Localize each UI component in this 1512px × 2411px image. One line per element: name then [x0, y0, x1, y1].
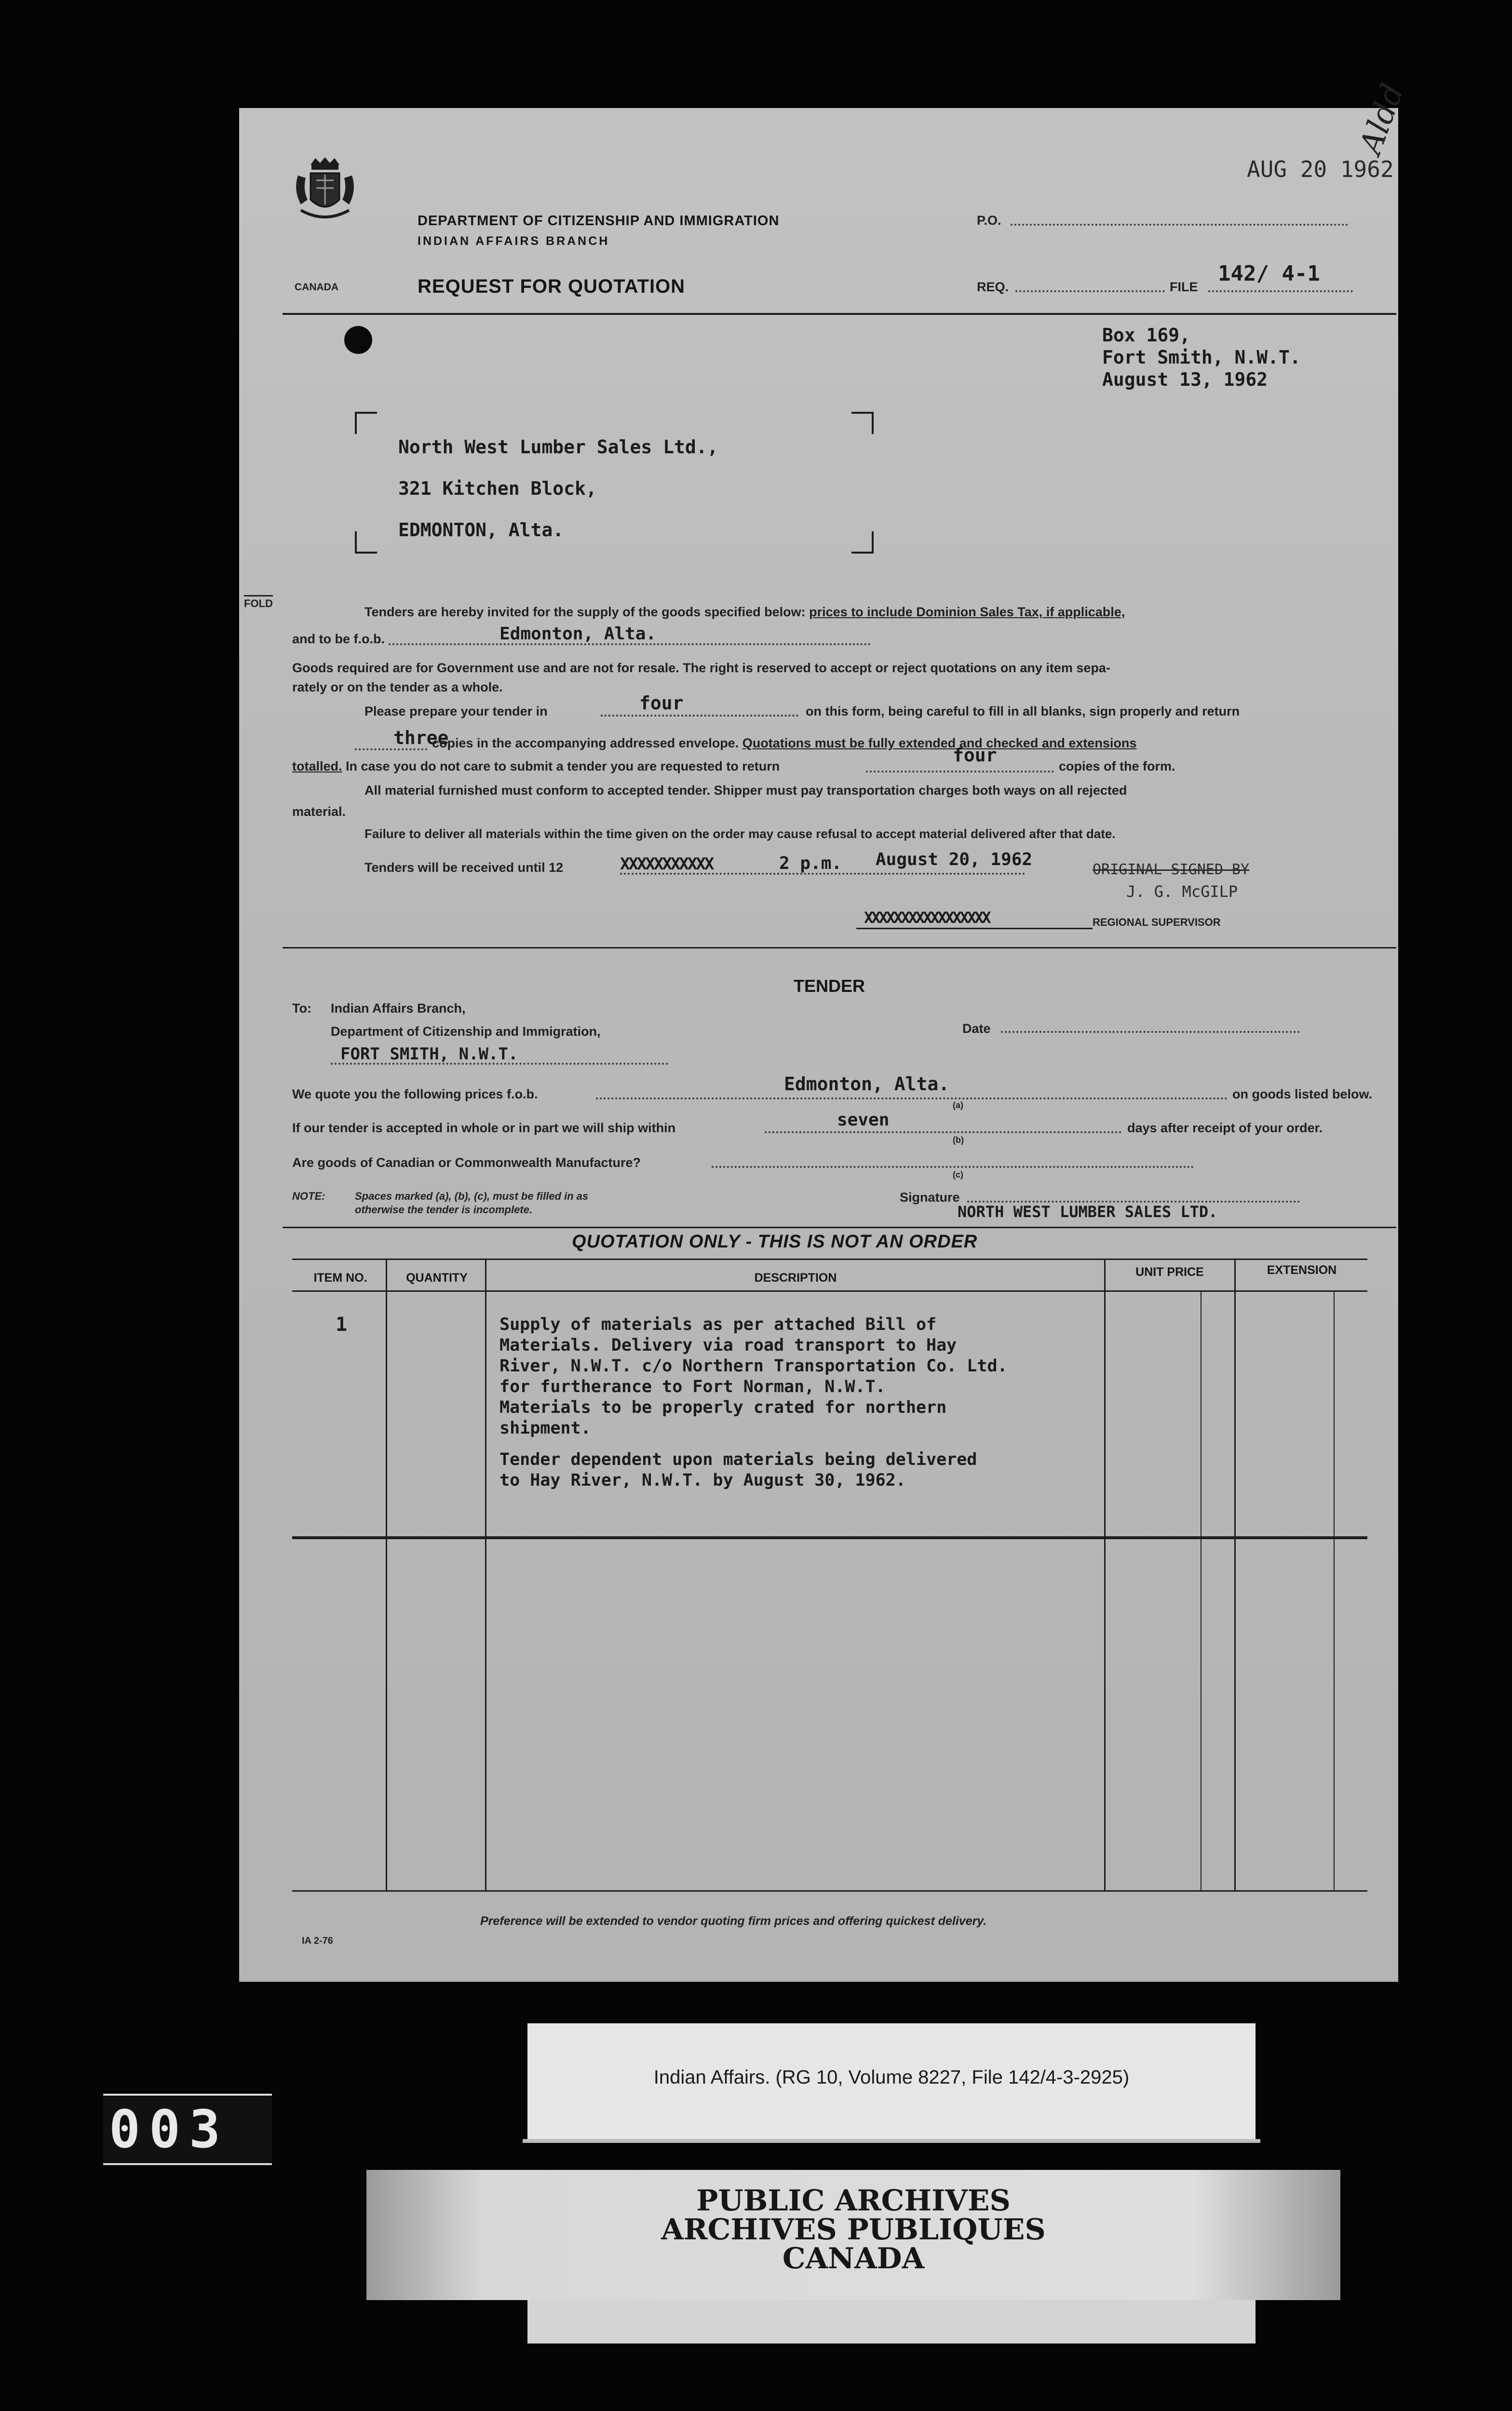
fob-instruction-value: Edmonton, Alta.	[500, 624, 657, 644]
description-line-3: River, N.W.T. c/o Northern Transportation Co. Ltd.	[500, 1356, 1008, 1376]
sender-line-1: Box 169,	[1102, 325, 1191, 346]
archive-citation-text: Indian Affairs. (RG 10, Volume 8227, File 142/4-3-2925)	[653, 2067, 1130, 2088]
tender-to-line-2: Department of Citizenship and Immigration,	[331, 1024, 601, 1039]
p1-underlined: prices to include Dominion Sales Tax, if applicable,	[809, 605, 1125, 619]
instructions-p4-line2: material.	[292, 804, 346, 819]
description-note-line-2: to Hay River, N.W.T. by August 30, 1962.	[500, 1471, 906, 1490]
p3-line2-text: copies in the accompanying addressed envelope.	[432, 736, 742, 750]
banner-rule	[283, 1227, 1396, 1228]
sender-line-2: Fort Smith, N.W.T.	[1102, 347, 1301, 368]
sender-address	[1102, 324, 1301, 391]
p3-line3-text: In case you do not care to submit a tender you are requested to return	[342, 759, 780, 773]
req-label: REQ.	[977, 280, 1009, 294]
instructions-p1	[364, 605, 1125, 620]
addressee-block	[398, 426, 718, 551]
handwritten-initials: Aldd	[1353, 79, 1411, 159]
tender-note-label: NOTE:	[292, 1190, 325, 1202]
archive-label-bottom-strip	[527, 2300, 1256, 2343]
public-archives-stamp	[366, 2170, 1340, 2300]
p3-line3-underlined: totalled.	[292, 759, 342, 773]
original-signed-stamp: ORIGINAL SIGNED BY	[1093, 861, 1250, 878]
tender-fob-label: We quote you the following prices f.o.b.	[292, 1087, 538, 1101]
tender-signature-value: NORTH WEST LUMBER SALES LTD.	[958, 1203, 1218, 1221]
file-label: FILE	[1170, 280, 1198, 294]
file-field	[1208, 290, 1353, 292]
table-col-divider-cents-1	[1201, 1290, 1202, 1890]
address-corner-bl	[355, 531, 377, 554]
fold-label: FOLD	[244, 595, 273, 610]
tender-origin-field	[712, 1166, 1194, 1168]
tender-note-line-1: Spaces marked (a), (b), (c), must be filled in as	[355, 1190, 589, 1202]
fob-instruction-label: and to be f.o.b.	[292, 632, 385, 646]
signer-struck-text: XXXXXXXXXXXXXXXXX	[864, 908, 989, 927]
address-corner-tl	[355, 412, 377, 434]
archive-citation-label	[527, 2023, 1256, 2139]
film-frame-counter	[103, 2094, 272, 2165]
instructions-p3-end: on this form, being careful to fill in all blanks, sign properly and return	[806, 704, 1240, 718]
label-divider	[523, 2139, 1260, 2143]
instructions-p3-line3	[292, 759, 780, 774]
description-line-6: shipment.	[500, 1419, 591, 1438]
form-number: IA 2-76	[302, 1936, 333, 1946]
description-line-5: Materials to be properly crated for northern	[500, 1398, 947, 1417]
decline-copies-field	[866, 771, 1054, 772]
p3-line2-underlined: Quotations must be fully extended and checked and extensions	[742, 736, 1137, 750]
table-header-rule	[292, 1290, 1367, 1292]
tender-rule-top	[283, 947, 1396, 948]
archives-stamp-line-2: ARCHIVES PUBLIQUES	[661, 2213, 1046, 2247]
instructions-p3-line3-end: copies of the form.	[1059, 759, 1175, 773]
tender-to-line-3: FORT SMITH, N.W.T.	[340, 1044, 518, 1064]
signer-name: J. G. McGILP	[1126, 882, 1238, 901]
quotation-only-banner: QUOTATION ONLY - THIS IS NOT AN ORDER	[572, 1232, 978, 1252]
tender-fob-end: on goods listed below.	[1232, 1087, 1372, 1101]
table-row-item-number: 1	[336, 1314, 348, 1336]
description-note-line-1: Tender dependent upon materials being delivered	[500, 1450, 977, 1469]
tender-to-line-1: Indian Affairs Branch,	[331, 1001, 466, 1016]
table-row-description	[500, 1314, 1008, 1491]
p1-text: Tenders are hereby invited for the supply of the goods specified below:	[364, 605, 810, 619]
addressee-line-3: EDMONTON, Alta.	[398, 519, 564, 541]
addressee-line-2: 321 Kitchen Block,	[398, 478, 597, 499]
req-field	[1015, 290, 1165, 292]
tender-note-line-2: otherwise the tender is incomplete.	[355, 1204, 532, 1216]
deadline-struck-text: XXXXXXXXXXX	[620, 854, 713, 874]
department-name: DEPARTMENT OF CITIZENSHIP AND IMMIGRATION	[418, 213, 780, 229]
table-bottom-rule	[292, 1890, 1367, 1892]
decline-copies-value: four	[953, 745, 997, 766]
col-header-unit-price: UNIT PRICE	[1135, 1265, 1204, 1279]
tender-ship-label: If our tender is accepted in whole or in part we will ship within	[292, 1121, 676, 1135]
return-copies-value: three	[393, 727, 449, 748]
punch-hole	[344, 326, 372, 354]
header-rule	[283, 313, 1396, 315]
instructions-p4-line1: All material furnished must conform to accepted tender. Shipper must pay transportation charges both ways on all rejected	[364, 783, 1127, 798]
branch-name: INDIAN AFFAIRS BRANCH	[418, 234, 610, 248]
copies-field	[601, 715, 798, 717]
tender-ship-marker: (b)	[953, 1135, 964, 1145]
table-col-divider-cents-2	[1334, 1290, 1335, 1890]
tender-to-label: To:	[292, 1001, 311, 1016]
archives-stamp-text	[366, 2184, 1340, 2276]
copies-value: four	[639, 692, 684, 714]
sender-line-3: August 13, 1962	[1102, 369, 1268, 390]
col-header-extension: EXTENSION	[1267, 1263, 1337, 1277]
instructions-p2-line2: rately or on the tender as a whole.	[292, 680, 503, 694]
table-col-divider-1	[386, 1259, 387, 1890]
file-number: 142/ 4-1	[1218, 261, 1320, 286]
form-title: REQUEST FOR QUOTATION	[418, 276, 686, 297]
archives-stamp-line-3: CANADA	[782, 2242, 925, 2276]
signer-rule	[856, 928, 1093, 929]
canada-coat-of-arms-icon	[291, 156, 359, 229]
tender-origin-label: Are goods of Canadian or Commonwealth Manufacture?	[292, 1155, 641, 1170]
instructions-p3-start: Please prepare your tender in	[364, 704, 548, 718]
addressee-line-1: North West Lumber Sales Ltd.,	[398, 436, 718, 458]
archives-stamp-line-1: PUBLIC ARCHIVES	[696, 2184, 1011, 2218]
address-corner-tr	[851, 412, 874, 434]
return-copies-field	[355, 748, 427, 750]
description-line-1: Supply of materials as per attached Bill of	[500, 1315, 937, 1334]
instructions-p3-line2	[432, 736, 1136, 751]
address-corner-br	[851, 531, 874, 554]
tender-ship-end: days after receipt of your order.	[1127, 1121, 1323, 1135]
deadline-date: August 20, 1962	[876, 850, 1033, 869]
tender-fob-marker: (a)	[953, 1100, 963, 1110]
frame-number: 003	[109, 2099, 230, 2160]
deadline-label: Tenders will be received until 12	[364, 860, 564, 875]
quotation-form-page	[239, 79, 1411, 1982]
table-top-rule	[292, 1259, 1367, 1260]
tender-fob-field	[596, 1097, 1228, 1099]
col-header-quantity: QUANTITY	[406, 1271, 468, 1285]
table-col-divider-2	[485, 1259, 486, 1890]
tender-date-label: Date	[962, 1021, 991, 1036]
tender-to-field	[331, 1063, 668, 1065]
table-col-divider-3	[1104, 1259, 1106, 1890]
deadline-time: 2 p.m.	[779, 853, 842, 873]
table-col-divider-4	[1234, 1259, 1236, 1890]
signer-title: REGIONAL SUPERVISOR	[1093, 916, 1221, 928]
po-field	[1011, 224, 1348, 226]
tender-date-field	[1001, 1031, 1300, 1033]
tender-signature-label: Signature	[900, 1190, 960, 1205]
preference-note: Preference will be extended to vendor quoting firm prices and offering quickest delivery.	[480, 1914, 987, 1928]
tender-origin-marker: (c)	[953, 1170, 963, 1179]
country-label: CANADA	[295, 282, 338, 293]
col-header-description: DESCRIPTION	[754, 1271, 837, 1285]
instructions-p5: Failure to deliver all materials within the time given on the order may cause refusal to accept material delivered after that date.	[364, 826, 1116, 841]
tender-heading: TENDER	[794, 976, 865, 996]
col-header-item: ITEM NO.	[313, 1271, 367, 1285]
tender-ship-field	[765, 1131, 1121, 1133]
instructions-p2-line1: Goods required are for Government use and are not for resale. The right is reserved to accept or reject quotations on any item sepa-	[292, 661, 1110, 675]
description-line-2: Materials. Delivery via road transport to Hay	[500, 1336, 957, 1355]
description-line-4: for furtherance to Fort Norman, N.W.T.	[500, 1377, 886, 1396]
table-row-rule	[292, 1536, 1367, 1539]
received-date-stamp: AUG 20 1962	[1247, 156, 1394, 182]
po-label: P.O.	[977, 213, 1001, 228]
tender-fob-value: Edmonton, Alta.	[784, 1073, 950, 1095]
tender-ship-value: seven	[837, 1110, 890, 1130]
